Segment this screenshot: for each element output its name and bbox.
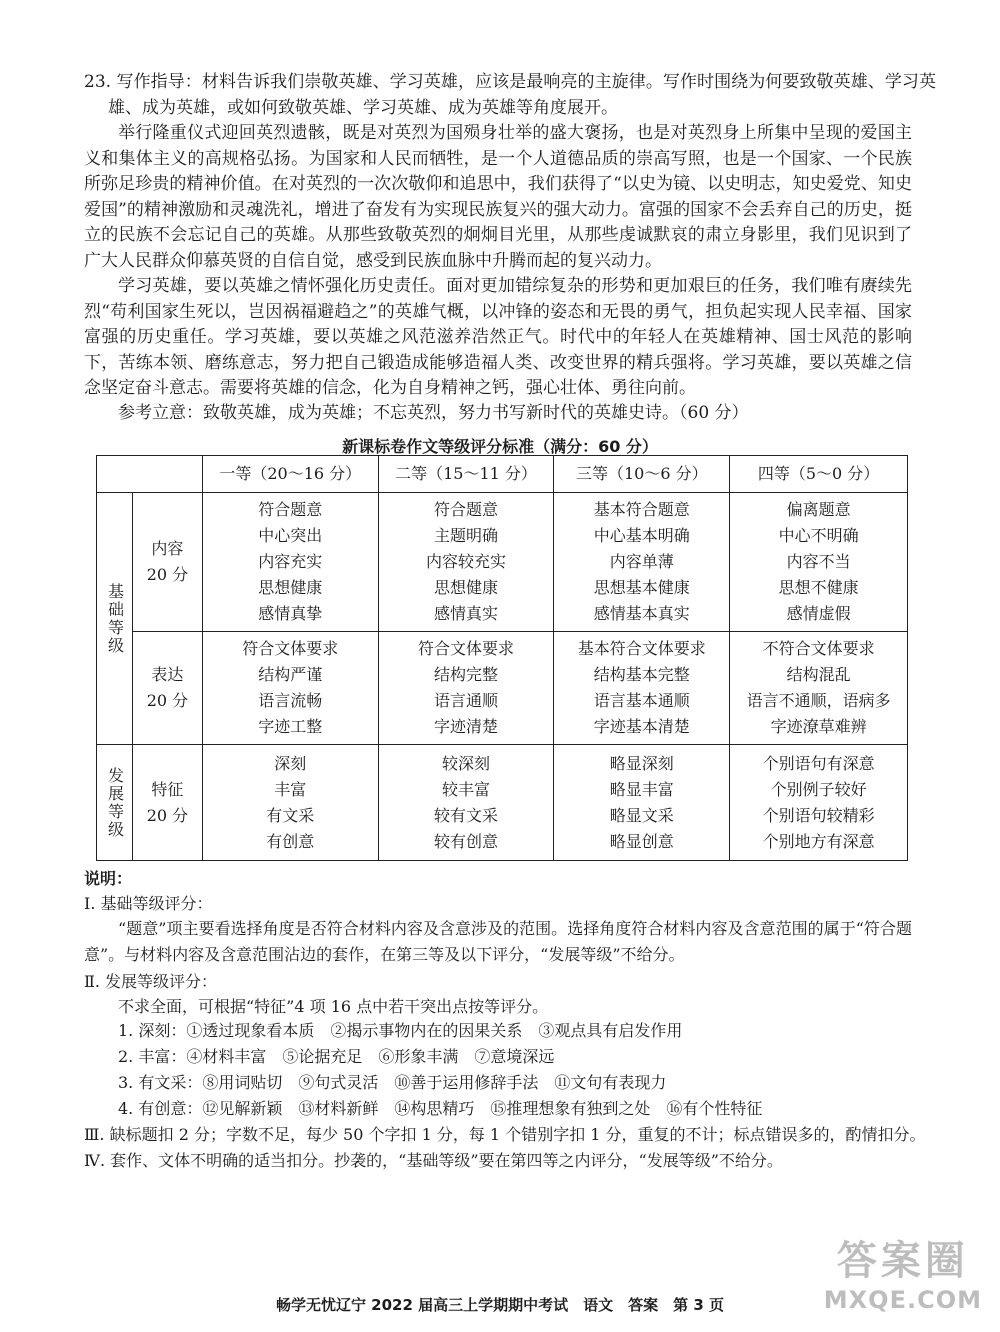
criteria-cell [202, 493, 378, 632]
header-grade-1: 一等（20～16 分） [202, 456, 378, 493]
header-grade-4: 四等（5～0 分） [730, 456, 908, 493]
header-corner-cell [97, 456, 203, 493]
criteria-line: 内容较充实 [426, 552, 507, 571]
section-2-text: 不求全面，可根据“特征”4 项 16 点中若干突出点按等评分。 [118, 997, 549, 1016]
group-label-basic: 基础等级 [105, 582, 125, 655]
item-label: 内容 [151, 539, 184, 558]
item-score: 20 分 [146, 565, 189, 584]
criteria-line: 丰富 [274, 779, 307, 799]
criteria-line: 符合文体要求 [418, 639, 515, 658]
criteria-cell [730, 632, 908, 745]
criteria-cell [378, 632, 554, 745]
essay-paragraph-learn-heroes: 学习英雄，要以英雄之情怀强化历史责任。面对更加错综复杂的形势和更加艰巨的任务，我们唯有赓续先烈“苟利国家生死以，岂因祸福避趋之”的英雄气概，以冲锋的姿态和无畏的勇气，担负起实现人民幸福、国家富强的历史重任。学习英雄，要以英雄之风范滋养浩然正气。时代中的年轻人在英雄精神、国士风范的影响下，苦练本领、磨练意志，努力把自己锻造成能够造福人类、改变世界的精兵强将。学习英雄，要以英雄之信念坚定奋斗意志。需要将英雄的信念，化为自身精神之钙，强心壮体、勇往向前。 [84, 276, 912, 399]
table-row-expression [97, 632, 908, 745]
criteria-line: 字迹工整 [258, 717, 323, 736]
header-grade-2: 二等（15～11 分） [378, 456, 554, 493]
criteria-line: 感情真实 [434, 604, 499, 623]
criteria-line: 思想健康 [258, 578, 323, 597]
criteria-line: 符合题意 [434, 500, 499, 519]
page-footer: 畅学无忧辽宁 2022 届高三上学期期中考试 语文 答案 第 3 页 [275, 1296, 725, 1314]
criteria-line: 结构基本完整 [593, 665, 690, 684]
section-2-title: Ⅱ. 发展等级评分： [84, 972, 218, 991]
criteria-line: 较丰富 [442, 779, 491, 799]
criteria-line: 有文采 [266, 805, 315, 825]
criteria-line: 略显文采 [609, 805, 674, 825]
criteria-line: 符合文体要求 [242, 639, 339, 658]
section-1-text: “题意”项主要看选择角度是否符合材料内容及含意涉及的范围。选择角度符合材料内容及含意范围的属于“符合题意”。与材料内容及含意范围沾边的套作，在第三等及以下评分，“发展等级”不给分。 [84, 919, 912, 964]
criteria-line: 结构混乱 [786, 665, 851, 684]
criteria-line: 个别语句较精彩 [762, 805, 875, 825]
criteria-line: 基本符合文体要求 [577, 639, 706, 658]
table-row-feature [97, 745, 908, 861]
item-label: 表达 [151, 665, 184, 684]
criteria-line: 不符合文体要求 [762, 639, 875, 658]
notes-title: 说明： [84, 869, 133, 888]
criteria-line: 内容单薄 [609, 552, 674, 571]
criteria-line: 结构严谨 [258, 665, 323, 684]
feature-item-rich: 2. 丰富：④材料丰富 ⑤论据充足 ⑥形象丰满 ⑦意境深远 [118, 1047, 555, 1066]
criteria-cell [554, 493, 730, 632]
criteria-line: 较深刻 [442, 753, 491, 773]
criteria-line: 中心突出 [258, 526, 323, 545]
item-feature-cell [132, 745, 202, 861]
criteria-line: 主题明确 [434, 526, 499, 545]
table-row-content [97, 493, 908, 632]
criteria-cell [730, 745, 908, 861]
criteria-line: 思想健康 [434, 578, 499, 597]
item-label: 特征 [151, 779, 184, 799]
section-1-title: Ⅰ. 基础等级评分： [84, 894, 213, 913]
essay-paragraph-ceremony: 举行隆重仪式迎回英烈遗骸，既是对英烈为国殒身壮举的盛大褒扬，也是对英烈身上所集中呈现的爱国主义和集体主义的高规格弘扬。为国家和人民而牺牲，是一个人道德品质的崇高写照，也是一个国家、一个民族所弥足珍贵的精神价值。在对英烈的一次次敬仰和追思中，我们获得了“以史为镜、以史明志，知史爱党、知史爱国”的精神激励和灵魂洗礼，增进了奋发有为实现民族复兴的强大动力。富强的国家不会丢弃自己的历史，挺立的民族不会忘记自己的英雄。从那些致敬英烈的炯炯目光里，从那些虔诚默哀的肃立身影里，我们见识到了广大人民群众仰慕英贤的自信自觉，感受到民族血脉中升腾而起的复兴动力。 [84, 123, 912, 271]
criteria-line: 个别地方有深意 [762, 831, 875, 851]
criteria-line: 思想基本健康 [593, 578, 690, 597]
criteria-line: 字迹潦草难辨 [770, 717, 867, 736]
criteria-line: 感情基本真实 [593, 604, 690, 623]
group-basic-cell [97, 493, 133, 745]
table-header-row [97, 456, 908, 493]
criteria-line: 中心基本明确 [593, 526, 690, 545]
section-3-text: Ⅲ. 缺标题扣 2 分；字数不足，每少 50 个字扣 1 分，每 1 个错别字扣 1 分，重复的不计；标点错误多的，酌情扣分。 [84, 1125, 926, 1144]
criteria-line: 个别语句有深意 [762, 753, 875, 773]
criteria-line: 字迹基本清楚 [593, 717, 690, 736]
criteria-line: 语言流畅 [258, 691, 323, 710]
criteria-line: 语言不通顺，语病多 [746, 691, 891, 710]
grading-table [96, 455, 908, 861]
criteria-line: 内容充实 [258, 552, 323, 571]
watermark-site: MXQE.COM [823, 1286, 982, 1314]
criteria-line: 略显丰富 [609, 779, 674, 799]
group-label-development: 发展等级 [105, 766, 125, 839]
criteria-line: 个别例子较好 [770, 779, 867, 799]
criteria-cell [554, 632, 730, 745]
criteria-cell [554, 745, 730, 861]
question-23-guidance: 23. 写作指导：材料告诉我们崇敬英雄、学习英雄，应该是最响亮的主旋律。写作时围绕为何要致敬英雄、学习英雄、成为英雄，或如何致敬英雄、学习英雄、成为英雄等角度展开。 [84, 72, 936, 118]
reference-theme: 参考立意：致敬英雄，成为英雄；不忘英烈，努力书写新时代的英雄史诗。（60 分） [118, 403, 749, 423]
site-watermark [824, 1229, 982, 1314]
group-development-cell [97, 745, 133, 861]
criteria-line: 感情虚假 [786, 604, 851, 623]
criteria-cell [730, 493, 908, 632]
feature-item-creative: 4. 有创意：⑫见解新颖 ⑬材料新鲜 ⑭构思精巧 ⑮推理想象有独到之处 ⑯有个性特征 [118, 1099, 763, 1118]
section-4-text: Ⅳ. 套作、文体不明确的适当扣分。抄袭的，“基础等级”要在第四等之内评分，“发展等级”不给分。 [84, 1151, 783, 1170]
item-content-cell [132, 493, 202, 632]
criteria-cell [378, 745, 554, 861]
watermark-title: 答案圈 [836, 1238, 969, 1284]
item-score: 20 分 [146, 805, 189, 825]
header-grade-3: 三等（10～6 分） [554, 456, 730, 493]
criteria-line: 略显创意 [609, 831, 674, 851]
criteria-line: 较有文采 [434, 805, 499, 825]
criteria-line: 有创意 [266, 831, 315, 851]
criteria-line: 深刻 [274, 753, 307, 773]
criteria-line: 略显深刻 [609, 753, 674, 773]
grading-table-title: 新课标卷作文等级评分标准（满分：60 分） [342, 437, 658, 456]
criteria-line: 基本符合题意 [593, 500, 690, 519]
criteria-line: 语言基本通顺 [593, 691, 690, 710]
criteria-line: 思想不健康 [778, 578, 859, 597]
item-score: 20 分 [146, 691, 189, 710]
criteria-cell [202, 745, 378, 861]
feature-item-literary: 3. 有文采：⑧用词贴切 ⑨句式灵活 ⑩善于运用修辞手法 ⑪文句有表现力 [118, 1073, 667, 1092]
criteria-cell [202, 632, 378, 745]
feature-item-deep: 1. 深刻：①透过现象看本质 ②揭示事物内在的因果关系 ③观点具有启发作用 [118, 1021, 683, 1040]
criteria-line: 较有创意 [434, 831, 499, 851]
criteria-cell [378, 493, 554, 632]
criteria-line: 语言通顺 [434, 691, 499, 710]
criteria-line: 结构完整 [434, 665, 499, 684]
criteria-line: 字迹清楚 [434, 717, 499, 736]
criteria-line: 感情真挚 [258, 604, 323, 623]
criteria-line: 偏离题意 [786, 500, 851, 519]
criteria-line: 内容不当 [786, 552, 851, 571]
criteria-line: 中心不明确 [778, 526, 859, 545]
item-expression-cell [132, 632, 202, 745]
criteria-line: 符合题意 [258, 500, 323, 519]
